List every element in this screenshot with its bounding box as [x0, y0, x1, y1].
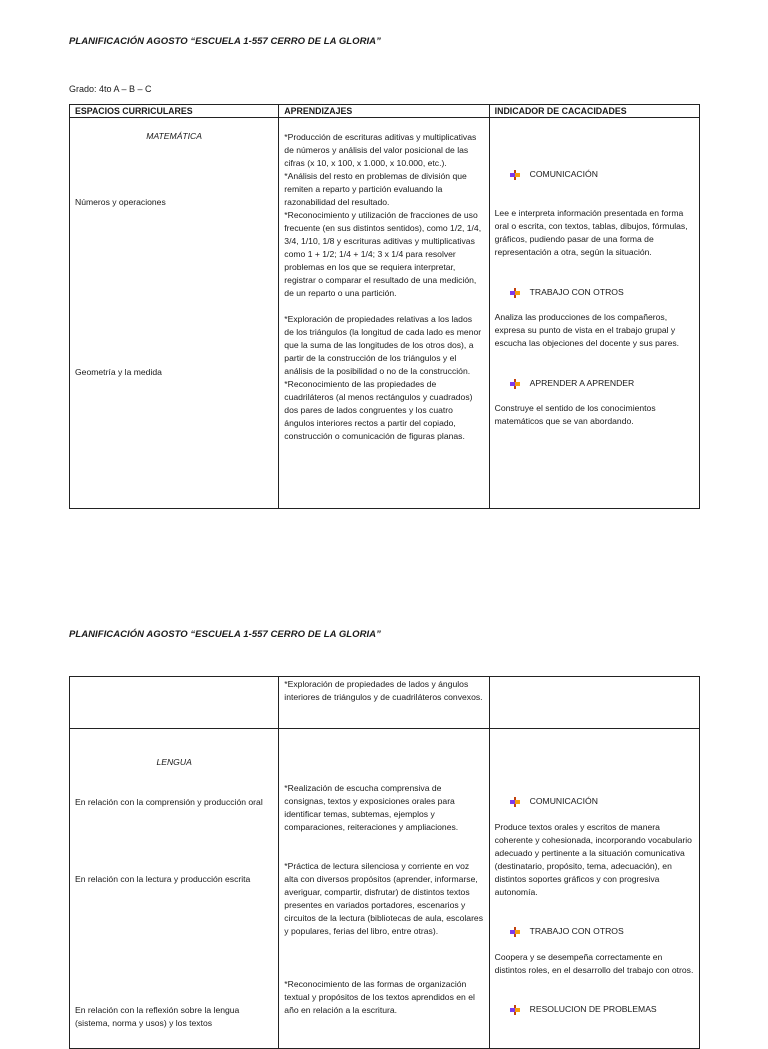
area-matematica: MATEMÁTICA: [146, 131, 202, 141]
eje-geometria: Geometría y la medida: [75, 367, 162, 377]
aprendizaje-item: *Análisis del resto en problemas de división que remiten a reparto y partición evaluando la razonabilidad del resultado.: [284, 171, 467, 207]
planning-table-page2: [69, 676, 700, 1049]
aprendizajes-cell: [279, 118, 489, 509]
aprendizaje-cell-top: [279, 677, 489, 729]
area-lengua: LENGUA: [156, 757, 192, 767]
indicador-cell: [489, 118, 699, 509]
aprendizaje-item: *Realización de escucha comprensiva de consignas, textos y exposiciones orales para identificar temas, subtemas, ejemplos y comparaciones, reiteraciones y ampliaciones.: [284, 783, 459, 832]
indicador-heading: [510, 377, 635, 390]
indicador-label: COMUNICACIÓN: [529, 169, 598, 179]
indicador-heading: [510, 1003, 657, 1016]
document-title-page2: PLANIFICACIÓN AGOSTO “ESCUELA 1-557 CERRO DE LA GLORIA”: [69, 629, 381, 640]
bullet-flag-icon: [510, 797, 522, 807]
eje-oral: En relación con la comprensión y producción oral: [75, 797, 263, 807]
eje-reflexion: En relación con la reflexión sobre la lengua (sistema, norma y usos) y los textos: [75, 1005, 240, 1028]
bullet-flag-icon: [510, 1005, 522, 1015]
indicador-heading: [510, 168, 598, 181]
eje-lectura: En relación con la lectura y producción escrita: [75, 874, 251, 884]
aprendizaje-item: *Práctica de lectura silenciosa y corriente en voz alta con diversos propósitos (aprender, informarse, averiguar, compartir, disfrutar) de distintos textos presentes en variados portadores, escenarios y circuitos de la lectura (bibliotecas de aula, escolares y populares, ferias del libro, entre otras).: [284, 861, 484, 936]
indicador-text: Analiza las producciones de los compañeros, expresa su punto de vista en el trabajo grupal y escucha las objeciones del docente y sus pares.: [494, 312, 680, 348]
espacios-cell: [70, 118, 279, 509]
indicador-label: RESOLUCION DE PROBLEMAS: [529, 1004, 657, 1014]
espacios-cell-top: [70, 677, 279, 729]
bullet-flag-icon: [510, 379, 522, 389]
grado-label: Grado: 4to A – B – C: [69, 84, 152, 94]
indicador-label: TRABAJO CON OTROS: [529, 287, 624, 297]
aprendizaje-item: *Reconocimiento de las formas de organización textual y propósitos de los textos aprendidos en el año en relación a la escritura.: [284, 979, 475, 1015]
aprendizaje-item: *Exploración de propiedades de lados y ángulos interiores de triángulos y de cuadriláteros convexos.: [284, 679, 483, 702]
aprendizaje-item: *Producción de escrituras aditivas y multiplicativas de números y análisis del valor posicional de las cifras (x 10, x 100, x 1.000, x 10.000, etc.).: [284, 132, 477, 168]
indicador-text: Coopera y se desempeña correctamente en distintos roles, en el desarrollo del trabajo con otros.: [494, 952, 694, 975]
espacios-cell: [70, 729, 279, 1049]
indicador-text: Produce textos orales y escritos de manera coherente y cohesionada, incorporando vocabulario adecuado y pertinente a la situación comunicativa (destinatario, propósito, tema, adecuación), en distintos soportes gráficos y con progresiva autonomía.: [494, 822, 692, 897]
indicador-text: Construye el sentido de los conocimientos matemáticos que se van abordando.: [494, 403, 656, 426]
document-title: PLANIFICACIÓN AGOSTO “ESCUELA 1-557 CERRO DE LA GLORIA”: [69, 36, 381, 47]
aprendizajes-cell: [279, 729, 489, 1049]
indicador-cell: [489, 729, 699, 1049]
indicador-text: Lee e interpreta información presentada en forma oral o escrita, con textos, tablas, dibujos, fórmulas, gráficos, pudiendo pasar de una forma de representación a otra, según la situación.: [494, 208, 688, 257]
header-indicador: INDICADOR DE CACACIDADES: [489, 105, 699, 118]
indicador-heading: [510, 286, 624, 299]
indicador-cell-top: [489, 677, 699, 729]
aprendizaje-item: *Reconocimiento de las propiedades de cuadriláteros (al menos rectángulos y cuadrados) dos pares de lados congruentes y los cuatro ángulos interiores rectos a partir del copiado, construcción o comunicación de figuras planas.: [284, 379, 473, 441]
indicador-label: COMUNICACIÓN: [529, 796, 598, 806]
planning-table-page1: [69, 104, 700, 509]
header-espacios: ESPACIOS CURRICULARES: [70, 105, 279, 118]
bullet-flag-icon: [510, 170, 522, 180]
aprendizaje-item: *Exploración de propiedades relativas a los lados de los triángulos (la longitud de cada lado es menor que la suma de las longitudes de los otros dos), a partir de la construcción de los triángulos y el análisis de la posibilidad o no de la construcción.: [284, 314, 482, 376]
eje-numeros: Números y operaciones: [75, 197, 166, 207]
bullet-flag-icon: [510, 288, 522, 298]
aprendizaje-item: *Reconocimiento y utilización de fracciones de uso frecuente (en sus distintos sentidos), como 1/2, 1/4, 3/4, 1/10, 1/8 y escrituras aditivas y multiplicativas como 1 + 1/2; 1/4 + 1/4; 3 x 1/4 para resolver problemas en los que se requiera interpretar, registrar o comparar el resultado de una medición, de un reparto o una partición.: [284, 210, 482, 298]
bullet-flag-icon: [510, 927, 522, 937]
indicador-label: TRABAJO CON OTROS: [529, 926, 624, 936]
header-aprendizajes: APRENDIZAJES: [279, 105, 489, 118]
indicador-heading: [510, 795, 598, 808]
indicador-label: APRENDER A APRENDER: [529, 378, 635, 388]
indicador-heading: [510, 925, 624, 938]
